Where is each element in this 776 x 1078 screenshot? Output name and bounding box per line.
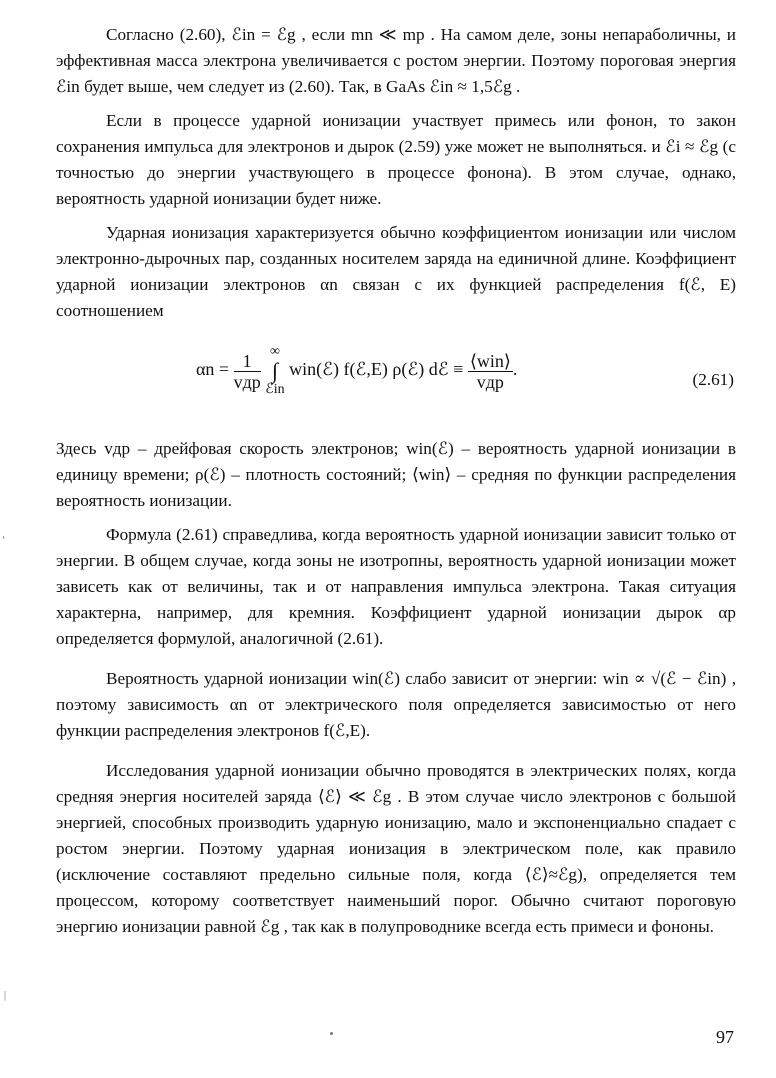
integral-symbol: ∫ (271, 358, 278, 383)
page-number: 97 (716, 1027, 734, 1047)
scan-mark: ‘ (2, 535, 6, 546)
equation-2-61 (56, 326, 736, 434)
fraction-avg-over-vdr (468, 351, 513, 392)
equation-body (196, 344, 517, 398)
scan-dot (330, 1032, 333, 1035)
paragraph-1: Согласно (2.60), ℰin = ℰg , если mn ≪ mp . На самом деле, зоны непараболичны, и эффективная масса электрона увеличивается с ростом энергии. Поэтому пороговая энергия ℰin будет выше, чем следует из (2.60). Так, в GaAs ℰin ≈ 1,5ℰg . (56, 25, 736, 96)
paragraph-2: Если в процессе ударной ионизации участвует примесь или фонон, то закон сохранения импульса для электронов и дырок (2.59) уже может не выполняться. и ℰi ≈ ℰg (с точностью до энергии участвующего в процессе фонона). В этом случае, однако, вероятность ударной ионизации будет ниже. (56, 111, 736, 208)
integrand: win(ℰ) f(ℰ,E) ρ(ℰ) dℰ ≡ (289, 359, 464, 380)
integral-lower-limit: ℰin (265, 382, 285, 397)
fraction-numerator: 1 (234, 351, 261, 372)
paragraph-4: Здесь vдр – дрейфовая скорость электронов; win(ℰ) – вероятность ударной ионизации в единицу времени; ρ(ℰ) – плотность состояний; ⟨win⟩ – средняя по функции распределения вероятность ионизации. (56, 439, 736, 510)
equation-period: . (512, 359, 518, 380)
paragraph-3: Ударная ионизация характеризуется обычно коэффициентом ионизации или числом электронно-дырочных пар, созданных носителем заряда на единичной длине. Коэффициент ударной ионизации электронов αn связан с их функцией распределения f(ℰ, E) соотношением (56, 223, 736, 320)
paragraph-6: Вероятность ударной ионизации win(ℰ) слабо зависит от энергии: win ∝ √(ℰ − ℰin) , поэтому зависимость αn от электрического поля определяется зависимостью от него функции распределения электронов f(ℰ,E). (56, 669, 736, 740)
fraction-avg-numerator: ⟨win⟩ (469, 350, 511, 371)
page-body (56, 22, 736, 940)
fraction-avg-denominator: vдр (476, 371, 504, 392)
paragraph-5: Формула (2.61) справедлива, когда вероятность ударной ионизации зависит только от энергии. В общем случае, когда зоны не изотропны, вероятность ударной ионизации может зависеть как от величины, так и от направления импульса электрона. Такая ситуация характерна, например, для кремния. Коэффициент ударной ионизации дырок αp определяется формулой, аналогичной (2.61). (56, 525, 736, 648)
equation-lhs: αn = (196, 359, 230, 380)
fraction-denominator: vдр (233, 371, 261, 392)
paragraph-7: Исследования ударной ионизации обычно проводятся в электрических полях, когда средняя энергия носителей заряда ⟨ℰ⟩ ≪ ℰg . В этом случае число электронов с большой энергией, способных производить ударную ионизацию, мало и экспоненциально спадает с ростом энергии. Поэтому ударная ионизация в электрическом поле, как правило (исключение составляют предельно сильные поля, когда ⟨ℰ⟩≈ℰg), определяется тем процессом, которому соответствует наименьший порог. Обычно считают пороговую энергию ионизации равной ℰg , так как в полупроводнике всегда есть примеси и фононы. (56, 761, 736, 936)
equation-number: (2.61) (692, 370, 734, 389)
scan-mark-lower: | (4, 990, 7, 1001)
fraction-1-over-vdr (234, 351, 261, 392)
integral-upper-limit: ∞ (269, 344, 280, 359)
integral-sign (265, 344, 284, 398)
